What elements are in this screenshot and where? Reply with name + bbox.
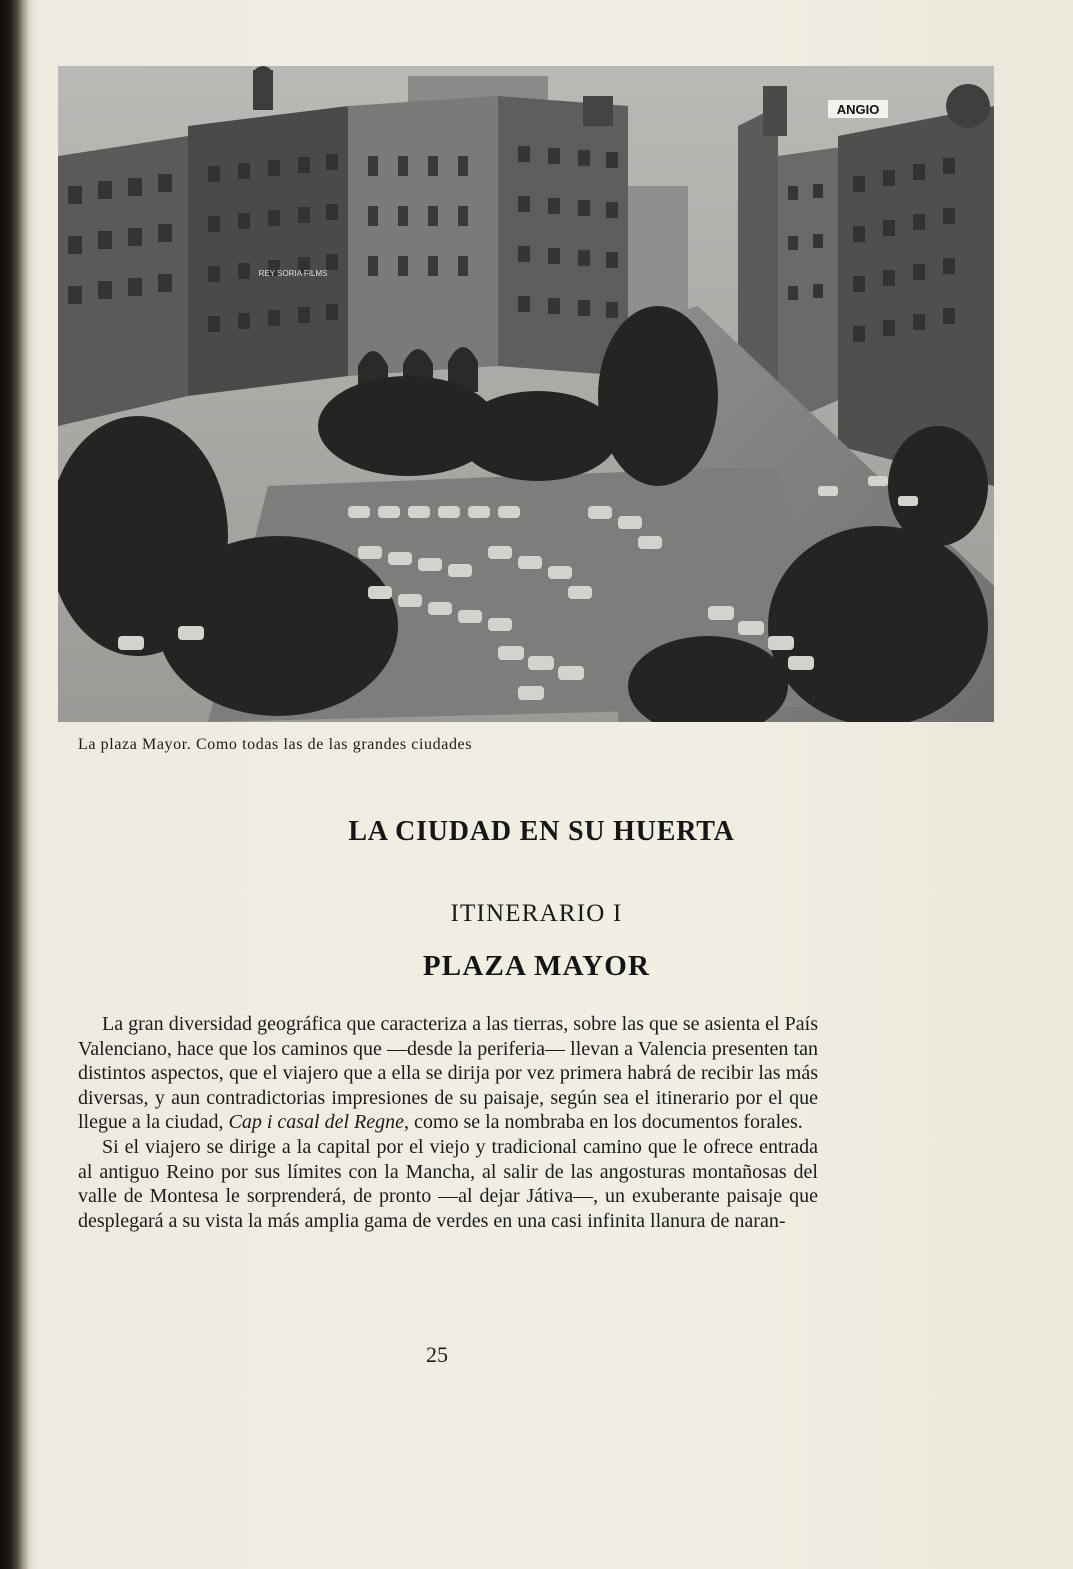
paragraph-1-emphasis: Cap i casal del Regne xyxy=(228,1111,405,1134)
plaza-mayor-photo xyxy=(58,66,994,722)
paragraph-1 xyxy=(78,1012,818,1135)
paragraph-2: Si el viajero se dirige a la capital por el viejo y tradicional camino que le ofrece entrada al antiguo Reino por sus límites con la Mancha, al salir de las angosturas montañosas del valle de Montesa le sorprenderá, de pronto —al dejar Játiva—, un exuberante paisaje que desplegará a su vista la más amplia gama de verdes en una casi infinita llanura de naran- xyxy=(78,1135,818,1232)
section-title: LA CIUDAD EN SU HUERTA xyxy=(348,816,735,847)
photo-caption: La plaza Mayor. Como todas las de las grandes ciudades xyxy=(78,736,473,753)
chapter-title: PLAZA MAYOR xyxy=(422,950,651,982)
photo-building-sign: REY SORIA FILMS xyxy=(258,269,328,278)
itinerary-heading: ITINERARIO I xyxy=(450,900,623,927)
photo-sign-text: ANGIO xyxy=(836,102,880,117)
paragraph-1-tail: , como se la nombraba en los documentos forales. xyxy=(404,1111,803,1134)
page-number: 25 xyxy=(426,1342,448,1367)
book-spine-shadow xyxy=(0,0,30,1569)
paragraph-1-text: La gran diversidad geográfica que caracteriza a las tierras, sobre las que se asienta el País Valenciano, hace que los caminos que —desde la periferia— llevan a Valencia presenten tan distintos aspectos, que el viajero que a ella se dirija por vez primera habrá de recibir las más diversas, y aun contradictorias impresiones de su paisaje, según sea el itinerario por el que llegue a la ciudad, xyxy=(78,1013,818,1134)
body-text xyxy=(78,1012,818,1233)
